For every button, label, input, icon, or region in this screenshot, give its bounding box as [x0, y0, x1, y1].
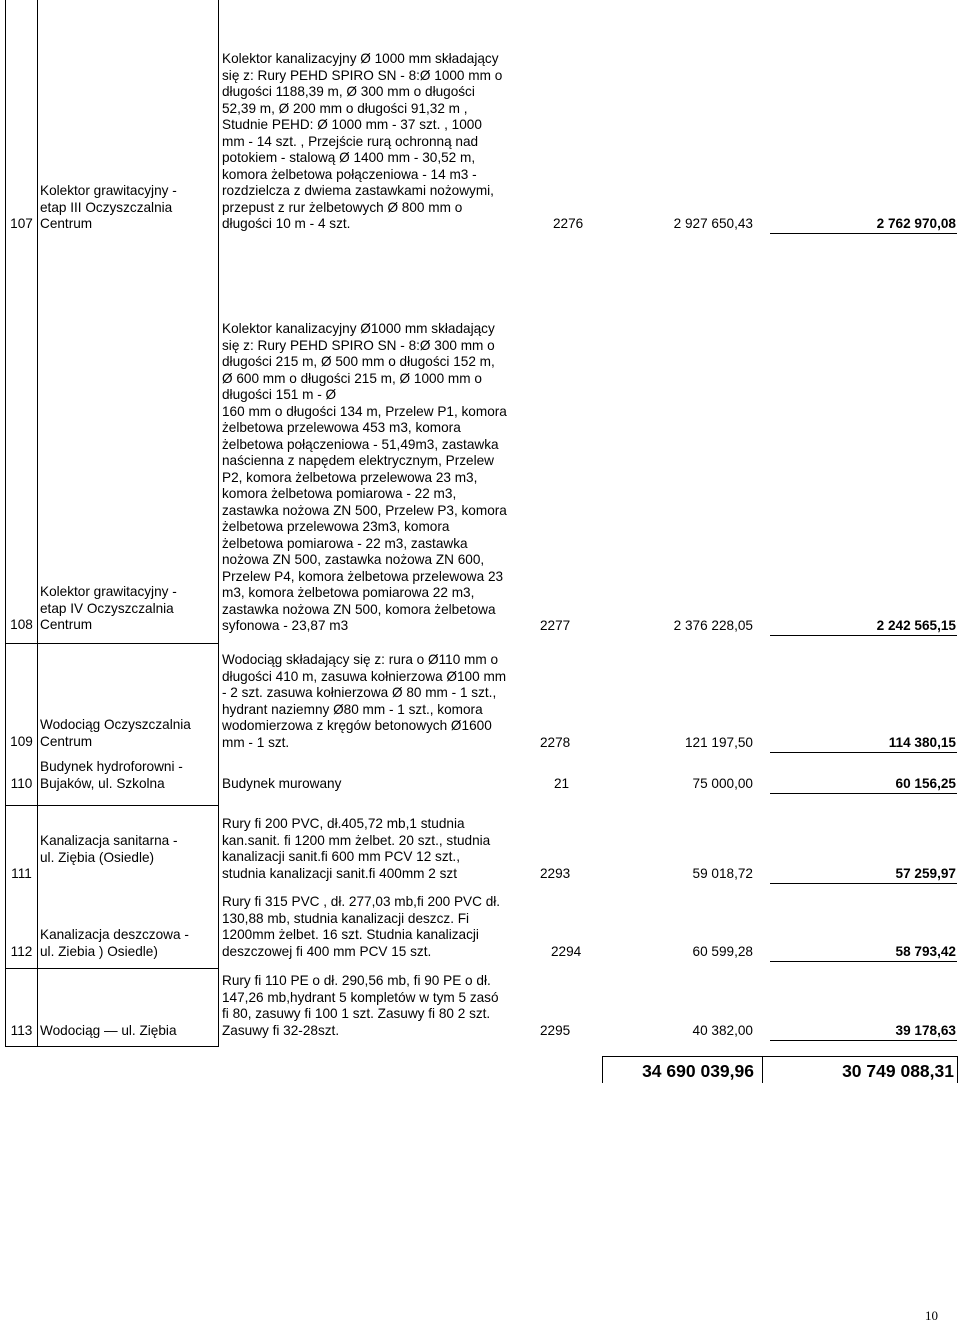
row-inventory-code: 2294 [551, 944, 582, 959]
row-divider-112-113 [5, 968, 219, 969]
row-number: 111 [11, 866, 32, 881]
row-underline [770, 883, 957, 884]
row-initial-value: 60 599,28 [692, 944, 753, 959]
row-inventory-code: 21 [554, 776, 570, 791]
row-asset-name: Wodociąg — ul. Ziębia [40, 1023, 177, 1038]
total-initial-value: 34 690 039,96 [642, 1061, 754, 1081]
row-inventory-code: 2277 [540, 618, 571, 633]
row-number: 109 [10, 734, 33, 749]
row-underline [770, 233, 957, 234]
row-description: Rury fi 315 PVC , dł. 277,03 mb,fi 200 PVC dł. 130,88 mb, studnia kanalizacji deszcz. Fi 1200mm żelbet. 16 szt. Studnia kanalizacji deszczowej fi 400 mm PCV 15 szt. [222, 894, 501, 959]
row-asset-name: Kolektor grawitacyjny - etap III Oczyszczalnia Centrum [40, 183, 177, 231]
row-net-value: 2 762 970,08 [876, 216, 956, 231]
row-asset-name: Kanalizacja deszczowa - ul. Ziebia ) Osiedle) [40, 927, 189, 959]
row-initial-value: 2 376 228,05 [673, 618, 753, 633]
row-underline [770, 752, 957, 753]
page-number: 10 [925, 1308, 938, 1323]
row-description: Kolektor kanalizacyjny Ø 1000 mm składający się z: Rury PEHD SPIRO SN - 8:Ø 1000 mm o długości 1188,39 m, Ø 300 mm o długości 52,39 m, Ø 200 mm o długości 91,32 m , Studnie PEHD: Ø 1000 mm - 37 szt. , 1000 mm - 14 szt. , Przejście rurą ochronną nad potokiem - stalową Ø 1400 mm - 30,52 m, komora żelbetowa połączeniowa - 14 m3 - rozdzielcza z dwiema zastawkami nożowymi, przepust z rur żelbetowych Ø 800 mm o długości 10 m - 4 szt. [222, 51, 503, 231]
row-description: Rury fi 200 PVC, dł.405,72 mb,1 studnia kan.sanit. fi 1200 mm żelbet. 20 szt., studnia kanalizacji sanit.fi 600 mm PCV 12 szt., studnia kanalizacji sanit.fi 400mm 2 szt [222, 816, 491, 881]
row-inventory-code: 2278 [540, 735, 571, 750]
row-initial-value: 59 018,72 [692, 866, 753, 881]
row-divider-107-108 [5, 643, 219, 644]
row-initial-value: 2 927 650,43 [673, 216, 753, 231]
row-asset-name: Budynek hydroforowni - Bujaków, ul. Szkolna [40, 759, 183, 791]
row-inventory-code: 2276 [553, 216, 584, 231]
row-description: Rury fi 110 PE o dł. 290,56 mb, fi 90 PE o dł. 147,26 mb,hydrant 5 kompletów w tym 5 zasó fi 80, zasuwy fi 100 1 szt. Zasuwy fi 80 2 szt. Zasuwy fi 32-28szt. [222, 973, 499, 1038]
row-number: 107 [10, 216, 33, 231]
row-initial-value: 40 382,00 [692, 1023, 753, 1038]
column-divider-1 [37, 0, 38, 1047]
row-underline [770, 961, 957, 962]
total-net-value: 30 749 088,31 [842, 1061, 954, 1081]
row-inventory-code: 2295 [540, 1023, 571, 1038]
totals-box-divider [762, 1056, 763, 1083]
row-asset-name: Kanalizacja sanitarna - ul. Ziębia (Osiedle) [40, 833, 178, 865]
row-description: Kolektor kanalizacyjny Ø1000 mm składający się z: Rury PEHD SPIRO SN - 8:Ø 300 mm o długości 215 m, Ø 500 mm o długości 152 m, Ø 600 mm o długości 215 m, Ø 1000 mm o długości 151 m - Ø 160 mm o długości 134 m, Przelew P1, komora żelbetowa przelewowa 453 m3, komora żelbetowa połączeniowa - 51,49m3, zastawka naścienna z napędem elektrycznym, Przelew P2, komora żelbetowa przelewowa 23 m3, komora żelbetowa pomiarowa - 22 m3, zastawka nożowa ZN 500, Przelew P3, komora żelbetowa przelewowa 23m3, komora żelbetowa pomiarowa - 22 m3, zastawka nożowa ZN 500, zastawka nożowa ZN 600, Przelew P4, komora żelbetowa przelewowa 23 m3, komora żelbetowa pomiarowa 22 m3, zastawka nożowa ZN 500, komora żelbetowa syfonowa - 23,87 m3 [222, 321, 507, 633]
table-border-bottom [5, 1046, 219, 1047]
row-number: 108 [10, 617, 33, 632]
row-net-value: 57 259,97 [895, 866, 956, 881]
row-net-value: 58 793,42 [895, 944, 956, 959]
row-net-value: 114 380,15 [888, 735, 956, 750]
row-description: Wodociąg składający się z: rura o Ø110 mm o długości 410 m, zasuwa kołnierzowa Ø100 mm - 2 szt. zasuwa kołnierzowa Ø 80 mm - 1 szt., hydrant naziemny Ø80 mm - 1 szt., komora wodomierzowa z kręgów betonowych Ø1600 mm - 1 szt. [222, 652, 507, 750]
column-divider-2 [218, 0, 219, 1047]
row-underline [770, 793, 957, 794]
table-border-left [5, 0, 6, 1047]
row-divider-110-111 [5, 805, 219, 806]
totals-box-right [957, 1056, 958, 1083]
row-inventory-code: 2293 [540, 866, 571, 881]
totals-box-top [602, 1056, 958, 1057]
row-asset-name: Wodociąg Oczyszczalnia Centrum [40, 717, 191, 749]
row-number: 113 [10, 1023, 33, 1038]
row-net-value: 2 242 565,15 [876, 618, 956, 633]
row-initial-value: 75 000,00 [692, 776, 753, 791]
row-net-value: 39 178,63 [895, 1023, 956, 1038]
row-number: 112 [10, 944, 33, 959]
row-underline [770, 635, 957, 636]
row-description: Budynek murowany [222, 776, 342, 791]
row-asset-name: Kolektor grawitacyjny - etap IV Oczyszczalnia Centrum [40, 584, 177, 632]
totals-box-left [602, 1056, 603, 1083]
row-initial-value: 121 197,50 [684, 735, 753, 750]
row-underline [770, 1040, 957, 1041]
row-number: 110 [10, 776, 33, 791]
row-net-value: 60 156,25 [895, 776, 956, 791]
